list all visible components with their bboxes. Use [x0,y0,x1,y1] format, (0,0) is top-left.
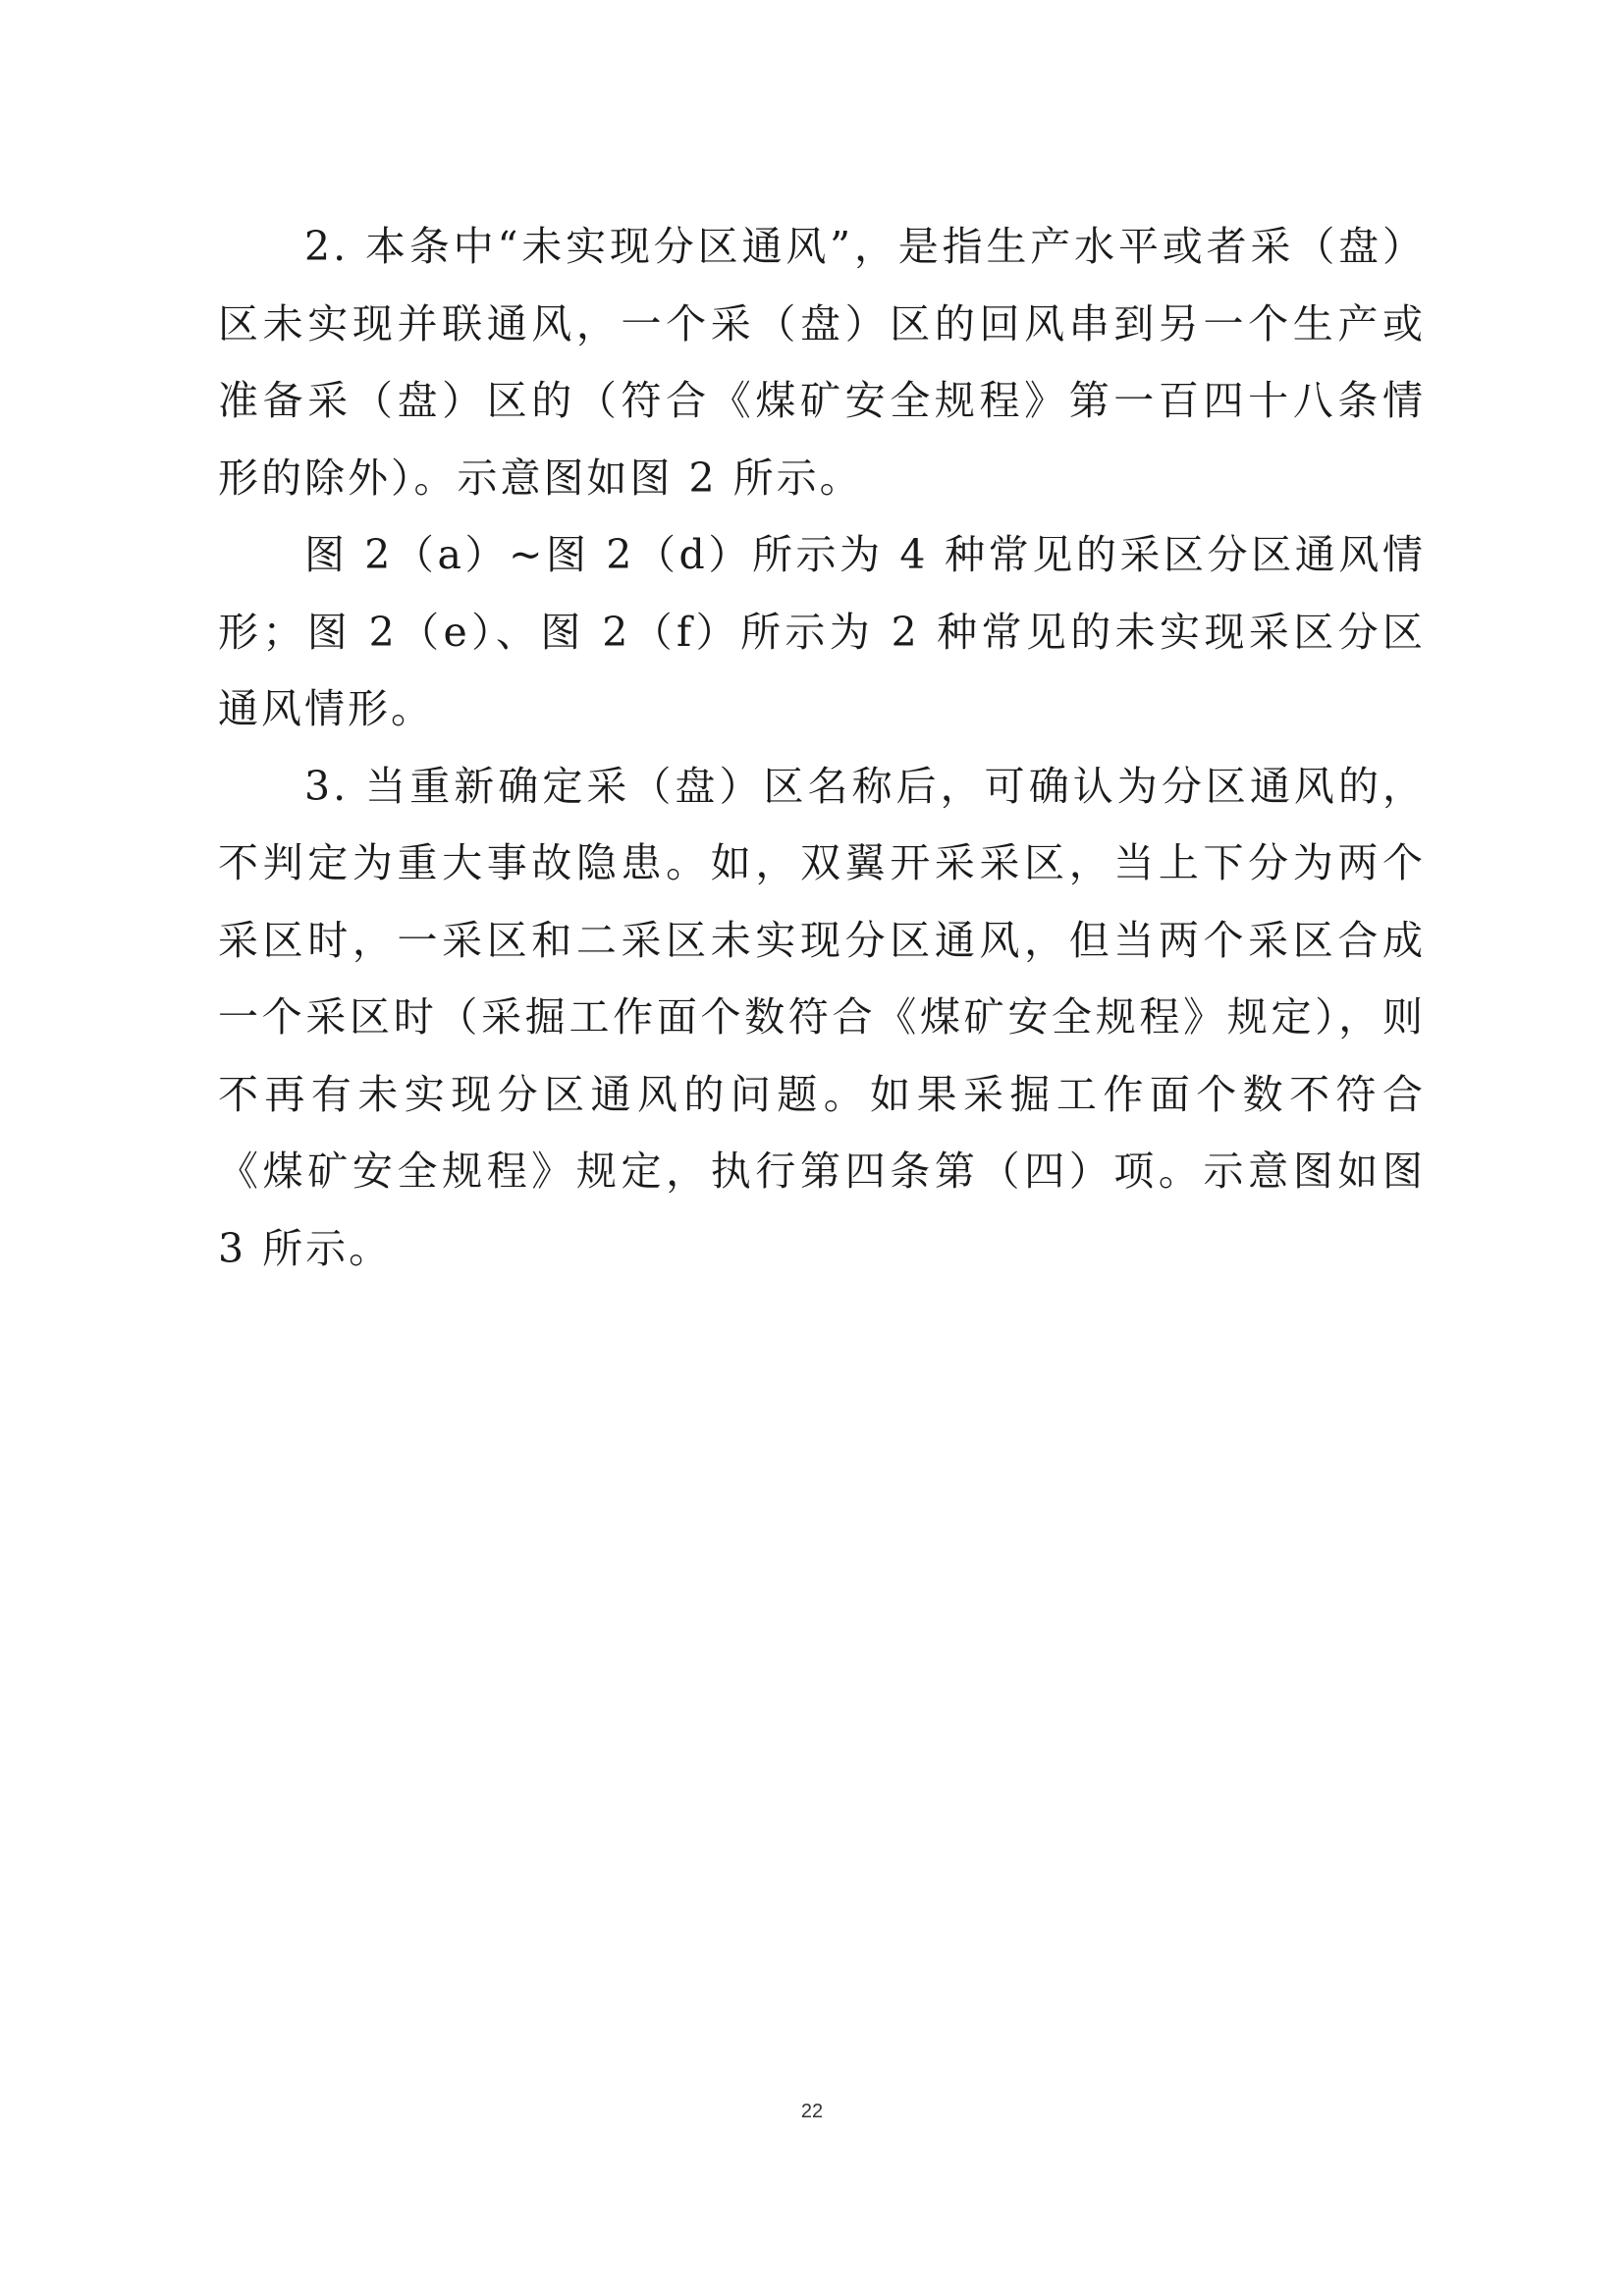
paragraph-figure-2-description: 图 2（a）~图 2（d）所示为 4 种常见的采区分区通风情形；图 2（e）、图 2（f）所示为 2 种常见的未实现采区分区通风情形。 [218,531,1426,732]
page-number: 22 [800,2101,824,2122]
paragraph-item-2-definition: 2. 本条中“未实现分区通风”，是指生产水平或者采（盘）区未实现并联通风，一个采（盘）区的回风串到另一个生产或准备采（盘）区的（符合《煤矿安全规程》第一百四十八条情形的除外）。示意图如图 2 所示。 [218,223,1426,502]
paragraph-item-3-renaming: 3. 当重新确定采（盘）区名称后，可确认为分区通风的，不判定为重大事故隐患。如，双翼开采采区，当上下分为两个采区时，一采区和二采区未实现分区通风，但当两个采区合成一个采区时（采掘工作面个数符合《煤矿安全规程》规定），则不再有未实现分区通风的问题。如果采掘工作面个数不符合《煤矿安全规程》规定，执行第四条第（四）项。示意图如图 3 所示。 [218,762,1426,1272]
document-body [218,208,1426,1287]
